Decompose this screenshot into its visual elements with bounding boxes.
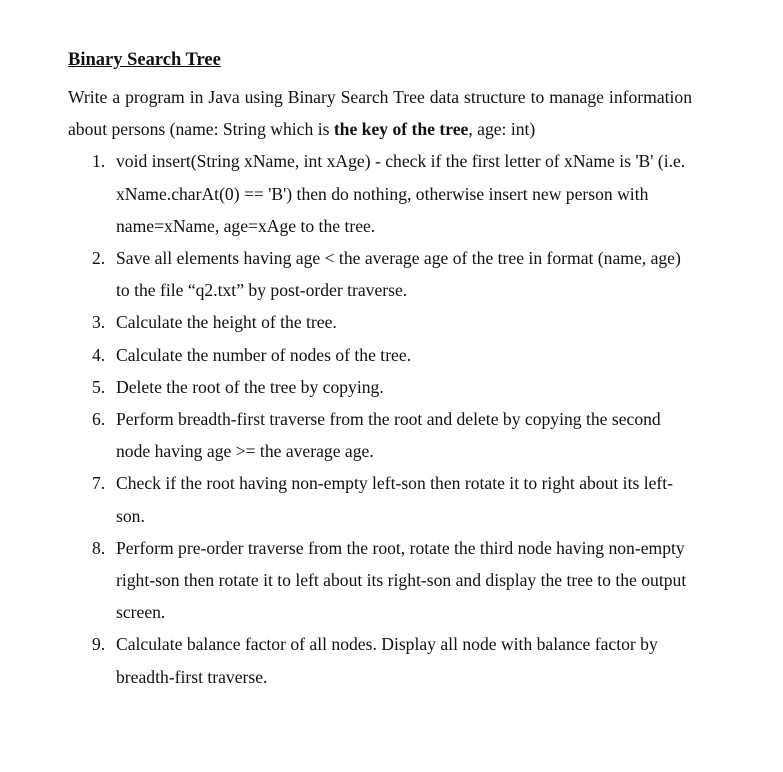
task-text: Calculate balance factor of all nodes. Display all node with balance factor by breadth-first traverse. — [116, 634, 658, 687]
task-item — [68, 628, 692, 692]
task-number: 2. — [92, 248, 106, 269]
task-item — [68, 145, 692, 242]
task-number: 3. — [92, 312, 106, 333]
task-item — [68, 242, 692, 306]
task-number: 6. — [92, 409, 106, 430]
task-number: 1. — [92, 151, 106, 172]
task-text: Delete the root of the tree by copying. — [116, 376, 384, 397]
task-text: Calculate the number of nodes of the tree. — [116, 344, 412, 365]
task-number: 5. — [92, 376, 106, 397]
task-item — [68, 339, 692, 371]
task-item — [68, 532, 692, 629]
intro-bold-text: the key of the tree — [333, 119, 469, 140]
task-item — [68, 403, 692, 467]
task-item — [68, 306, 692, 338]
task-number: 8. — [92, 537, 106, 558]
intro-text: Write a program in Java using Binary Search Tree data structure to manage information about persons (name: String which is — [68, 87, 692, 140]
document — [68, 49, 692, 693]
intro-text-end: , age: int) — [468, 119, 536, 140]
task-text: Perform breadth-first traverse from the root and delete by copying the second node having age >= the average age. — [116, 409, 661, 462]
task-text: Save all elements having age < the average age of the tree in format (name, age) to the file “q2.txt” by post-order traverse. — [116, 248, 681, 301]
task-item — [68, 371, 692, 403]
task-text: Perform pre-order traverse from the root, rotate the third node having non-empty right-son then rotate it to left about its right-son and display the tree to the output screen. — [116, 537, 687, 623]
intro-paragraph — [68, 81, 692, 145]
task-number: 7. — [92, 473, 106, 494]
task-text: Calculate the height of the tree. — [116, 312, 337, 333]
document-title: Binary Search Tree — [68, 50, 221, 70]
task-text: Check if the root having non-empty left-son then rotate it to right about its left-son. — [116, 473, 674, 526]
task-number: 4. — [92, 344, 106, 365]
task-item — [68, 467, 692, 531]
task-number: 9. — [92, 634, 106, 655]
task-text: void insert(String xName, int xAge) - check if the first letter of xName is 'B' (i.e. xName.charAt(0) == 'B') then do nothing, otherwise insert new person with name=xName, age=xAge to the tree. — [116, 151, 686, 236]
task-list — [68, 145, 692, 692]
